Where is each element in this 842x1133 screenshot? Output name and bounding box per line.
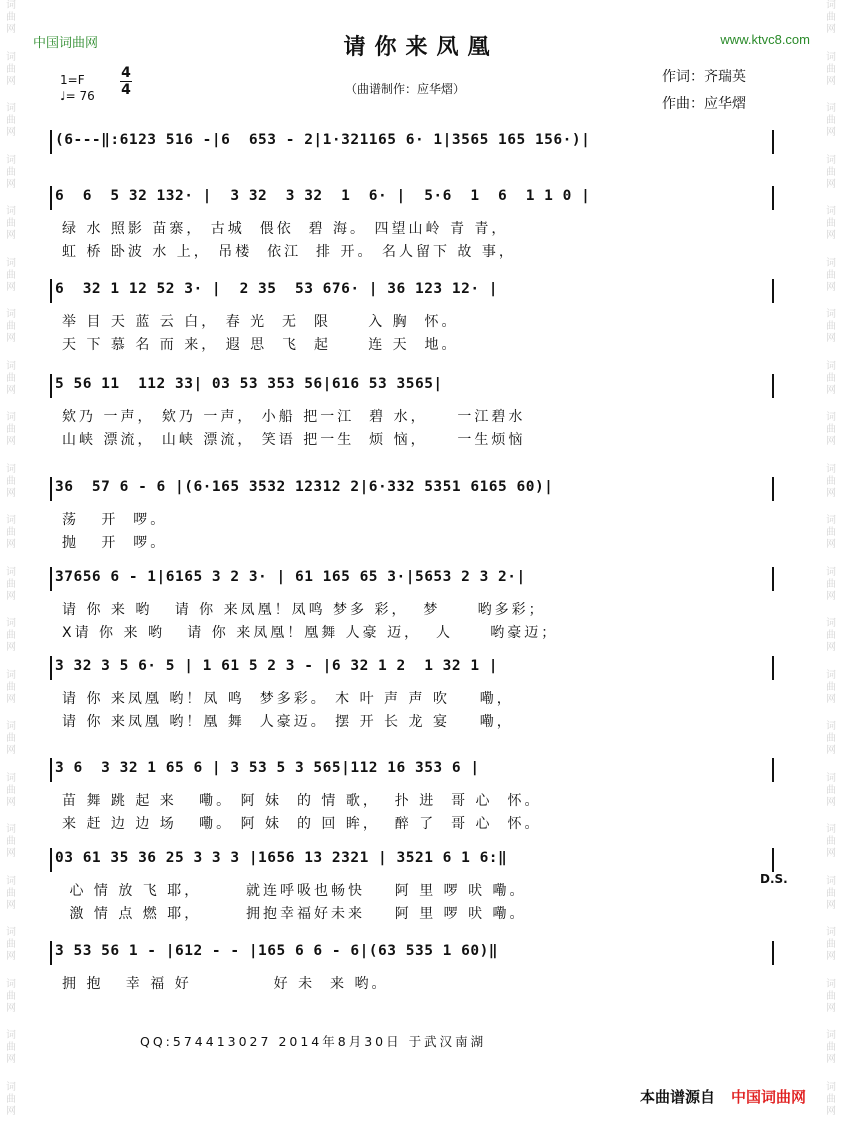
notation-line: 37656 6 - 1|6165 3 2 3· | 61 165 65 3·|5653 2 3 2·| bbox=[55, 569, 526, 585]
barline-end bbox=[772, 186, 774, 210]
meter-bottom: 4 bbox=[121, 82, 131, 98]
watermark-mark: 词 曲 网 bbox=[6, 566, 16, 602]
barline-start bbox=[50, 477, 52, 501]
watermark-mark: 词 曲 网 bbox=[6, 463, 16, 499]
song-title: 请你来凤凰 bbox=[343, 34, 499, 60]
notation-line: 03 61 35 36 25 3 3 3 |1656 13 2321 | 3521 6 1 6:‖ bbox=[55, 850, 508, 866]
site-name-left: 中国词曲网 bbox=[33, 36, 99, 51]
watermark-mark: 词 曲 网 bbox=[6, 154, 16, 190]
notation-line: 3 53 56 1 - |612 - - |165 6 6 - 6|(63 535 1 60)‖ bbox=[55, 943, 499, 959]
watermark-mark: 词 曲 网 bbox=[826, 669, 836, 705]
barline-end bbox=[772, 656, 774, 680]
source-brand: 中国词曲网 bbox=[730, 1088, 806, 1106]
watermark-mark: 词 曲 网 bbox=[826, 978, 836, 1014]
watermark-mark: 词 曲 网 bbox=[826, 0, 836, 35]
tempo-marking: ♩= 76 bbox=[60, 89, 95, 103]
source-prefix: 本曲谱源自 bbox=[639, 1088, 715, 1106]
score-maker: （曲谱制作：应华熠） bbox=[345, 82, 466, 96]
watermark-mark: 词 曲 网 bbox=[6, 927, 16, 962]
notation-line: 36 57 6 - 6 |(6·165 3532 12312 2|6·332 5351 6165 60)| bbox=[55, 479, 554, 495]
watermark-mark: 词 曲 网 bbox=[826, 360, 836, 396]
lyric-line: 来 赶 边 边 场 嘞。 阿 妹 的 回 眸， 醉 了 哥 心 怀。 bbox=[62, 816, 542, 832]
barline-end bbox=[772, 279, 774, 303]
watermark-mark: 词 曲 网 bbox=[6, 669, 16, 705]
watermark-left bbox=[0, 0, 22, 1133]
watermark-mark: 词 曲 网 bbox=[6, 0, 16, 35]
watermark-mark: 词 曲 网 bbox=[826, 1081, 836, 1117]
notation-line: 6 32 1 12 52 3· | 2 35 53 676· | 36 123 12· | bbox=[55, 281, 499, 297]
dal-segno-mark: D.S. bbox=[760, 872, 788, 886]
lyric-line: 举 目 天 蓝 云 白， 春 光 无 限 入 胸 怀。 bbox=[62, 314, 459, 330]
barline-start bbox=[50, 567, 52, 591]
barline-end bbox=[772, 941, 774, 965]
notation-line: 3 32 3 5 6· 5 | 1 61 5 2 3 - |6 32 1 2 1 32 1 | bbox=[55, 658, 499, 674]
barline-start bbox=[50, 758, 52, 782]
lyric-line: 请 你 来凤凰 哟！凰 舞 人豪迈。 摆 开 长 龙 宴 嘞， bbox=[62, 714, 514, 730]
watermark-mark: 词 曲 网 bbox=[826, 566, 836, 602]
lyric-line: 虹 桥 卧波 水 上， 吊楼 依江 排 开。 名人留下 故 事， bbox=[62, 244, 516, 260]
barline-start bbox=[50, 130, 52, 154]
watermark-mark: 词 曲 网 bbox=[826, 927, 836, 962]
watermark-mark: 词 曲 网 bbox=[826, 515, 836, 550]
barline-start bbox=[50, 186, 52, 210]
watermark-mark: 词 曲 网 bbox=[6, 618, 16, 653]
barline-start bbox=[50, 374, 52, 398]
composer: 作曲：应华熠 bbox=[662, 96, 746, 112]
lyric-line: 欸乃 一声， 欸乃 一声， 小船 把一江 碧 水， 一江碧水 bbox=[62, 409, 526, 425]
watermark-mark: 词 曲 网 bbox=[826, 412, 836, 447]
watermark-mark: 词 曲 网 bbox=[826, 206, 836, 241]
lyric-line: 拥 抱 幸 福 好 好 未 来 哟。 bbox=[62, 976, 389, 992]
watermark-mark: 词 曲 网 bbox=[6, 257, 16, 293]
barline-end bbox=[772, 374, 774, 398]
barline-end bbox=[772, 477, 774, 501]
meter-top: 4 bbox=[121, 65, 131, 81]
barline-start bbox=[50, 279, 52, 303]
lyric-line: 激 情 点 燃 耶， 拥抱幸福好未来 阿 里 啰 吠 嘞。 bbox=[62, 906, 527, 922]
lyric-line: 天 下 慕 名 而 来， 遐 思 飞 起 连 天 地。 bbox=[62, 337, 459, 353]
watermark-mark: 词 曲 网 bbox=[826, 257, 836, 293]
lyric-line: 荡 开 啰。 bbox=[62, 512, 168, 528]
lyric-line: X请 你 来 哟 请 你 来凤凰！凰舞 人豪 迈， 人 哟豪迈； bbox=[62, 625, 559, 641]
barline-start bbox=[50, 941, 52, 965]
notation-line: (6---‖:6123 516 -|6 653 - 2|1·321165 6· 1|3565 165 156·)| bbox=[55, 132, 591, 148]
lyric-line: 苗 舞 跳 起 来 嘞。 阿 妹 的 情 歌， 扑 进 哥 心 怀。 bbox=[62, 793, 542, 809]
watermark-mark: 词 曲 网 bbox=[6, 206, 16, 241]
footer-info: QQ:574413027 2014年8月30日 于武汉南湖 bbox=[140, 1034, 487, 1049]
watermark-mark: 词 曲 网 bbox=[826, 154, 836, 190]
notation-line: 3 6 3 32 1 65 6 | 3 53 5 3 565|112 16 353 6 | bbox=[55, 760, 480, 776]
site-url-right: www.ktvc8.com bbox=[720, 32, 810, 47]
watermark-mark: 词 曲 网 bbox=[826, 51, 836, 87]
watermark-mark: 词 曲 网 bbox=[826, 309, 836, 344]
key-signature: 1=F bbox=[60, 73, 85, 87]
time-signature bbox=[120, 66, 132, 97]
watermark-right bbox=[820, 0, 842, 1133]
barline-end bbox=[772, 130, 774, 154]
watermark-mark: 词 曲 网 bbox=[6, 412, 16, 447]
watermark-mark: 词 曲 网 bbox=[6, 515, 16, 550]
barline-end bbox=[772, 758, 774, 782]
notation-line: 5 56 11 112 33| 03 53 353 56|616 53 3565| bbox=[55, 376, 443, 392]
watermark-mark: 词 曲 网 bbox=[826, 1030, 836, 1065]
lyric-line: 抛 开 啰。 bbox=[62, 535, 168, 551]
watermark-mark: 词 曲 网 bbox=[826, 103, 836, 138]
watermark-mark: 词 曲 网 bbox=[6, 721, 16, 756]
lyric-line: 山峡 漂流， 山峡 漂流， 笑语 把一生 烦 恼， 一生烦恼 bbox=[62, 432, 526, 448]
watermark-mark: 词 曲 网 bbox=[6, 772, 16, 808]
watermark-mark: 词 曲 网 bbox=[6, 1081, 16, 1117]
watermark-mark: 词 曲 网 bbox=[6, 1030, 16, 1065]
source-line bbox=[640, 1086, 806, 1107]
watermark-mark: 词 曲 网 bbox=[6, 103, 16, 138]
notation-line: 6 6 5 32 132· | 3 32 3 32 1 6· | 5·6 1 6 1 1 0 | bbox=[55, 188, 591, 204]
barline-start bbox=[50, 848, 52, 872]
watermark-mark: 词 曲 网 bbox=[6, 51, 16, 87]
lyric-line: 请 你 来 哟 请 你 来凤凰！凤鸣 梦多 彩， 梦 哟多彩； bbox=[62, 602, 546, 618]
watermark-mark: 词 曲 网 bbox=[826, 721, 836, 756]
lyricist: 作词：齐瑞英 bbox=[662, 69, 746, 85]
watermark-mark: 词 曲 网 bbox=[6, 360, 16, 396]
watermark-mark: 词 曲 网 bbox=[6, 978, 16, 1014]
watermark-mark: 词 曲 网 bbox=[6, 309, 16, 344]
watermark-mark: 词 曲 网 bbox=[826, 618, 836, 653]
key-and-tempo bbox=[60, 72, 95, 104]
barline-end bbox=[772, 848, 774, 872]
lyric-line: 请 你 来凤凰 哟！凤 鸣 梦多彩。 木 叶 声 声 吹 嘞， bbox=[62, 691, 514, 707]
barline-end bbox=[772, 567, 774, 591]
watermark-mark: 词 曲 网 bbox=[6, 824, 16, 859]
watermark-mark: 词 曲 网 bbox=[826, 875, 836, 911]
watermark-mark: 词 曲 网 bbox=[826, 463, 836, 499]
watermark-mark: 词 曲 网 bbox=[826, 772, 836, 808]
lyric-line: 绿 水 照影 苗寨， 古城 偎依 碧 海。 四望山岭 青 青， bbox=[62, 221, 509, 237]
barline-start bbox=[50, 656, 52, 680]
lyric-line: 心 情 放 飞 耶， 就连呼吸也畅快 阿 里 啰 吠 嘞。 bbox=[62, 883, 527, 899]
watermark-mark: 词 曲 网 bbox=[826, 824, 836, 859]
watermark-mark: 词 曲 网 bbox=[6, 875, 16, 911]
